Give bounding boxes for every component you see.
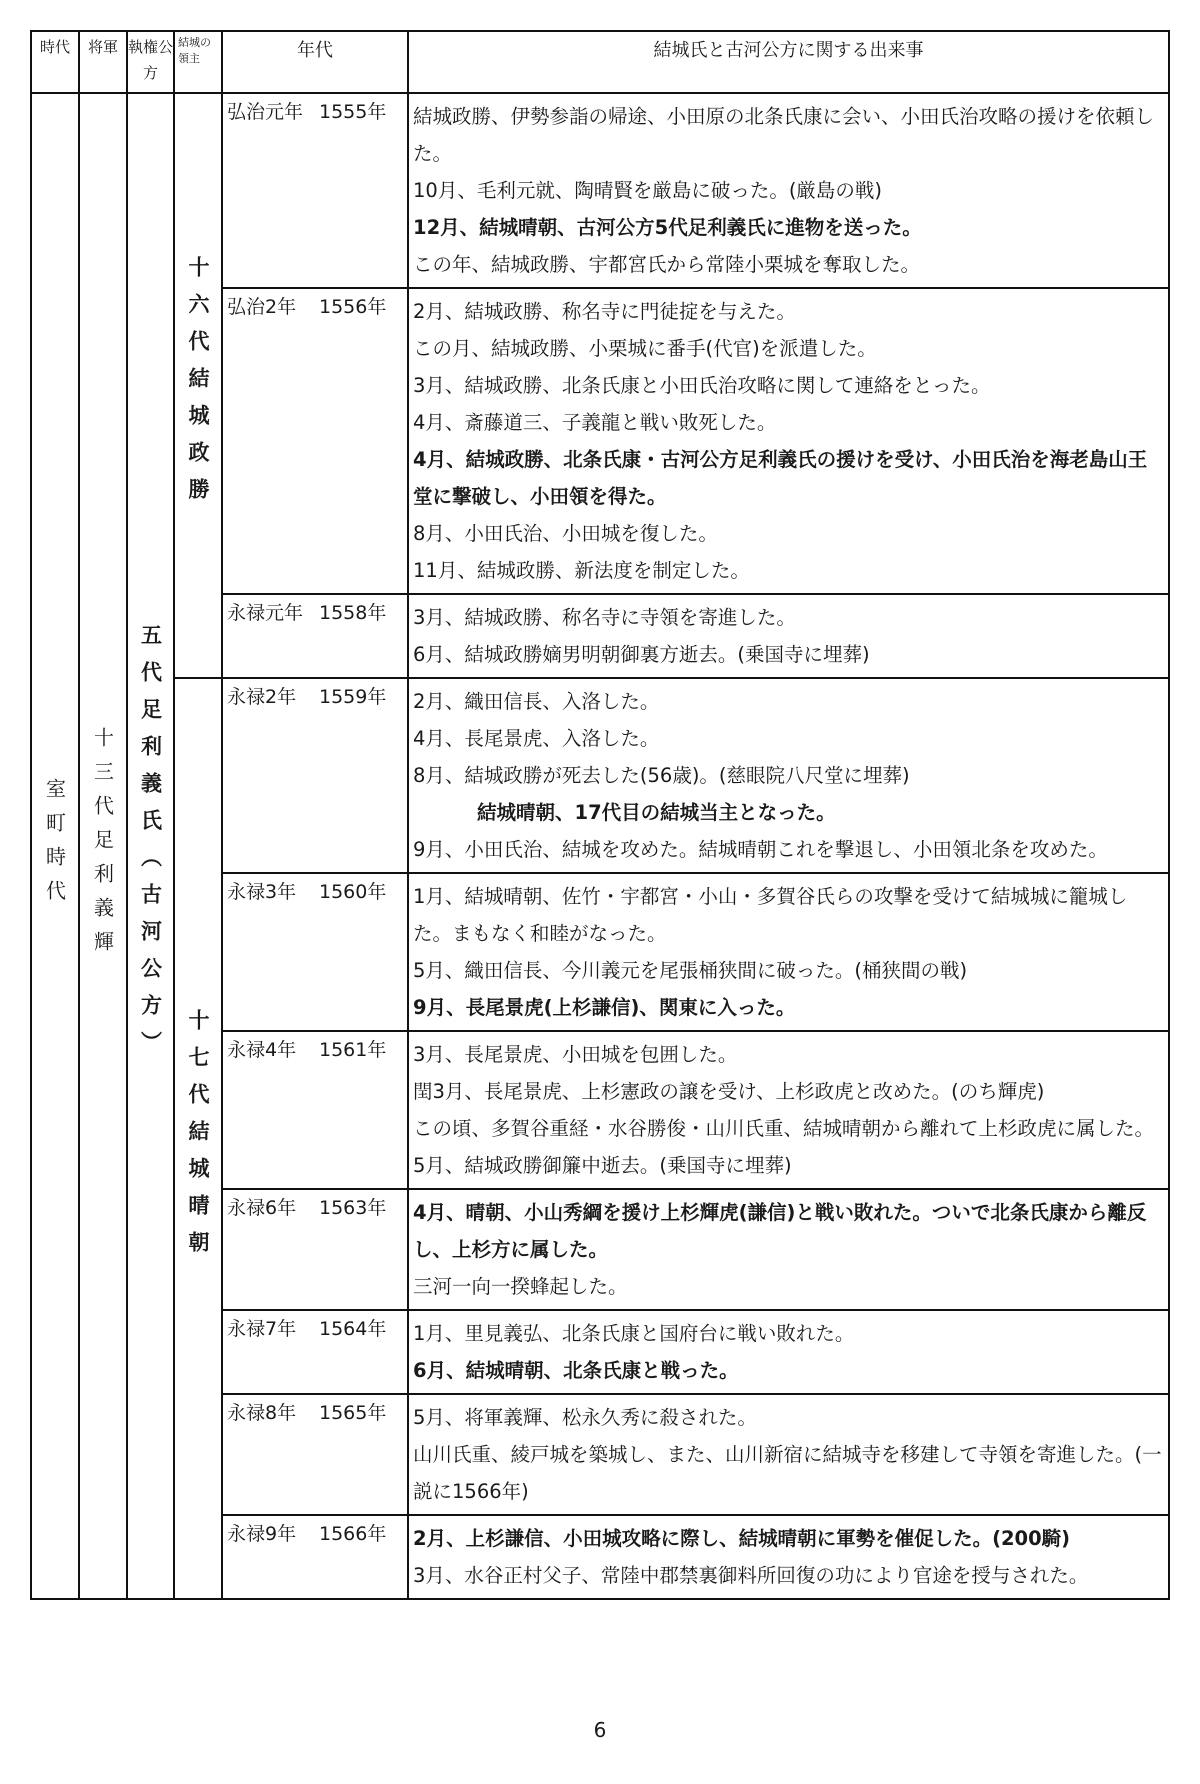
western-year: 1555年 xyxy=(319,101,387,123)
event-entry: 1月、結城晴朝、佐竹・宇都宮・小山・多賀谷氏らの攻撃を受けて結城城に籠城した。まもなく和睦がなった。 xyxy=(413,885,1128,945)
event-entry: この月、結城政勝、小栗城に番手(代官)を派遣した。 xyxy=(413,337,877,360)
western-year: 1559年 xyxy=(319,686,387,708)
era-name: 永禄2年 xyxy=(227,686,297,708)
event-entry: 9月、長尾景虎(上杉謙信)、関東に入った。 xyxy=(413,996,796,1019)
era-name: 弘治2年 xyxy=(227,296,297,318)
year-cell xyxy=(222,1031,408,1189)
event-entry: 3月、水谷正村父子、常陸中郡禁裏御料所回復の功により官途を授与された。 xyxy=(413,1564,1089,1587)
event-entry: 2月、結城政勝、称名寺に門徒掟を与えた。 xyxy=(413,300,796,323)
events-cell xyxy=(408,678,1169,873)
header-ryoshu: 結城の領主 xyxy=(174,31,222,93)
year-cell xyxy=(222,1310,408,1394)
event-entry: この年、結城政勝、宇都宮氏から常陸小栗城を奪取した。 xyxy=(413,253,921,276)
year-cell xyxy=(222,873,408,1031)
event-entry: 1月、里見義弘、北条氏康と国府台に戦い敗れた。 xyxy=(413,1322,855,1345)
span-kubo-text: 五代足利義氏（古河公方） xyxy=(138,624,163,1068)
era-name: 永禄元年 xyxy=(227,602,304,624)
event-entry: 結城政勝、伊勢参詣の帰途、小田原の北条氏康に会い、小田氏治攻略の援けを依頼した。 xyxy=(413,105,1155,165)
header-shogun: 将軍 xyxy=(79,31,127,93)
events-cell xyxy=(408,1515,1169,1599)
page-number: 6 xyxy=(593,1718,607,1742)
span-lord16-text: 十六代結城政勝 xyxy=(186,256,210,515)
year-cell xyxy=(222,93,408,288)
event-entry: 8月、結城政勝が死去した(56歳)。(慈眼院八尺堂に埋葬) xyxy=(413,764,910,787)
event-entry: 3月、結城政勝、称名寺に寺領を寄進した。 xyxy=(413,606,796,629)
event-entry: 3月、長尾景虎、小田城を包囲した。 xyxy=(413,1043,738,1066)
era-name: 弘治元年 xyxy=(227,101,304,123)
western-year: 1558年 xyxy=(319,602,387,624)
year-cell xyxy=(222,594,408,678)
span-jidai-text: 室町時代 xyxy=(42,778,67,914)
chronology-table xyxy=(30,30,1170,1600)
year-cell xyxy=(222,1394,408,1515)
event-entry: 4月、結城政勝、北条氏康・古河公方足利義氏の援けを受け、小田氏治を海老島山王堂に撃破し、小田領を得た。 xyxy=(413,448,1148,508)
western-year: 1563年 xyxy=(319,1197,387,1219)
event-entry: 閏3月、長尾景虎、上杉憲政の譲を受け、上杉政虎と改めた。(のち輝虎) xyxy=(413,1080,1045,1103)
header-jidai: 時代 xyxy=(31,31,79,93)
event-entry: 10月、毛利元就、陶晴賢を厳島に破った。(厳島の戦) xyxy=(413,179,883,202)
event-entry: 山川氏重、綾戸城を築城し、また、山川新宿に結城寺を移建して寺領を寄進した。(一説に1566年) xyxy=(413,1443,1162,1503)
era-name: 永禄8年 xyxy=(227,1402,297,1424)
events-cell xyxy=(408,93,1169,288)
header-nendai: 年代 xyxy=(222,31,408,93)
events-cell xyxy=(408,1310,1169,1394)
span-lord16 xyxy=(174,93,222,678)
era-name: 永禄7年 xyxy=(227,1318,297,1340)
span-lord17-text: 十七代結城晴朝 xyxy=(186,1009,210,1268)
event-entry: 11月、結城政勝、新法度を制定した。 xyxy=(413,559,750,582)
event-entry: 4月、晴朝、小山秀綱を援け上杉輝虎(謙信)と戦い敗れた。ついで北条氏康から離反し、上杉方に属した。 xyxy=(413,1201,1147,1261)
events-cell xyxy=(408,1394,1169,1515)
year-cell xyxy=(222,678,408,873)
year-cell xyxy=(222,288,408,594)
event-entry: 8月、小田氏治、小田城を復した。 xyxy=(413,522,718,545)
event-entry: 9月、小田氏治、結城を攻めた。結城晴朝これを撃退し、小田領北条を攻めた。 xyxy=(413,838,1108,861)
era-name: 永禄6年 xyxy=(227,1197,297,1219)
era-name: 永禄3年 xyxy=(227,881,297,903)
event-entry: 5月、将軍義輝、松永久秀に殺された。 xyxy=(413,1406,757,1429)
era-name: 永禄4年 xyxy=(227,1039,297,1061)
events-cell xyxy=(408,1031,1169,1189)
span-jidai xyxy=(31,93,79,1599)
event-entry: 6月、結城晴朝、北条氏康と戦った。 xyxy=(413,1359,739,1382)
event-entry: 6月、結城政勝嫡男明朝御裏方逝去。(乗国寺に埋葬) xyxy=(413,643,870,666)
year-cell xyxy=(222,1515,408,1599)
event-entry: 2月、上杉謙信、小田城攻略に際し、結城晴朝に軍勢を催促した。(200騎) xyxy=(413,1527,1071,1550)
event-entry: 3月、結城政勝、北条氏康と小田氏治攻略に関して連絡をとった。 xyxy=(413,374,991,397)
table-body xyxy=(31,93,1169,1599)
events-cell xyxy=(408,594,1169,678)
event-entry: 12月、結城晴朝、古河公方5代足利義氏に進物を送った。 xyxy=(413,216,922,239)
year-cell xyxy=(222,1189,408,1310)
event-entry: 2月、織田信長、入洛した。 xyxy=(413,690,660,713)
western-year: 1566年 xyxy=(319,1523,387,1545)
span-kubo xyxy=(127,93,174,1599)
western-year: 1564年 xyxy=(319,1318,387,1340)
event-entry: 5月、結城政勝御簾中逝去。(乗国寺に埋葬) xyxy=(413,1154,792,1177)
event-entry: 4月、斎藤道三、子義龍と戦い敗死した。 xyxy=(413,411,777,434)
events-cell xyxy=(408,873,1169,1031)
table-row xyxy=(31,678,1169,873)
header-row xyxy=(31,31,1169,93)
event-entry: 三河一向一揆蜂起した。 xyxy=(413,1275,628,1298)
header-shikken: 執権公方 xyxy=(127,31,174,93)
western-year: 1561年 xyxy=(319,1039,387,1061)
event-entry: 結城晴朝、17代目の結城当主となった。 xyxy=(477,801,836,824)
header-events: 結城氏と古河公方に関する出来事 xyxy=(408,31,1169,93)
event-entry: 4月、長尾景虎、入洛した。 xyxy=(413,727,660,750)
document-page xyxy=(30,30,1168,1600)
event-entry: この頃、多賀谷重経・水谷勝俊・山川氏重、結城晴朝から離れて上杉政虎に属した。 xyxy=(413,1117,1155,1140)
span-shogun-text: 十三代足利義輝 xyxy=(90,727,115,965)
western-year: 1560年 xyxy=(319,881,387,903)
western-year: 1556年 xyxy=(319,296,387,318)
span-shogun xyxy=(79,93,127,1599)
events-cell xyxy=(408,288,1169,594)
event-entry: 5月、織田信長、今川義元を尾張桶狭間に破った。(桶狭間の戦) xyxy=(413,959,968,982)
events-cell xyxy=(408,1189,1169,1310)
era-name: 永禄9年 xyxy=(227,1523,297,1545)
span-lord17 xyxy=(174,678,222,1599)
table-row xyxy=(31,93,1169,288)
western-year: 1565年 xyxy=(319,1402,387,1424)
